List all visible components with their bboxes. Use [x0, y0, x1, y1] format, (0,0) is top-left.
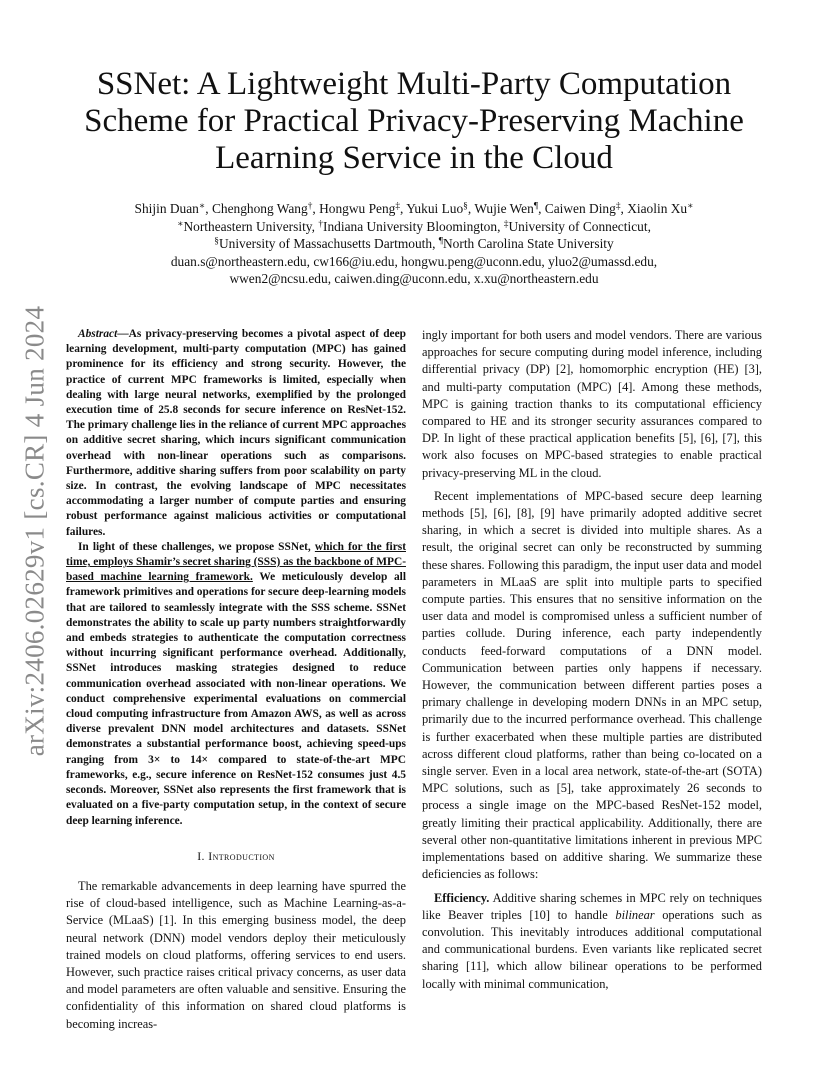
author-mark: ∗	[198, 201, 206, 212]
paper-title	[70, 66, 758, 177]
section-heading-introduction	[66, 848, 406, 865]
section-number: I.	[197, 848, 209, 863]
affiliation-name: University of Massachusetts Dartmouth	[218, 236, 433, 251]
section-title-rest: ntroduction	[212, 848, 275, 863]
affiliation-mark: §	[214, 236, 219, 247]
emails-line-1: duan.s@northeastern.edu, cw166@iu.edu, hongwu.peng@uconn.edu, yluo2@umassd.edu,	[170, 253, 658, 269]
abstract-text-1: —As privacy-preserving becomes a pivotal aspect of deep learning development, multi-party computation (MPC) has gained prominence for its efficiency and strong security. However, the practice of current MPC frameworks is limited, especially when dealing with large neural networks, exemplified by the prolonged execution time of 25.8 seconds for secure inference on ResNet-152. The primary challenge lies in the reliance of current MPC approaches on additive secret sharing, which incurs significant communication overhead with non-linear operations such as comparisons. Furthermore, additive sharing suffers from poor scalability on party size. In contrast, the evolving landscape of MPC necessitates accommodating a larger number of compute parties and ensuring robust performance against malicious activities or computational failures.	[66, 328, 406, 538]
abstract-paragraph-1	[66, 327, 406, 540]
author-mark: ¶	[533, 201, 539, 212]
affiliation-name: Northeastern University	[183, 218, 312, 234]
abstract-paragraph-2	[66, 540, 406, 829]
author-name: Yukui Luo	[406, 201, 464, 216]
arxiv-identifier	[12, 296, 58, 766]
right-column	[422, 327, 762, 993]
section-first-letter: I	[208, 848, 213, 863]
title-line-1: SSNet: A Lightweight Multi-Party Computation	[96, 66, 732, 102]
efficiency-lead: Efficiency.	[434, 890, 490, 905]
affiliations-line-2: §University of Massachusetts Dartmouth, ¶North Carolina State University	[214, 236, 614, 251]
right-paragraph-3-text-a: Additive sharing schemes in MPC rely on techniques like Beaver triples [10] to handle	[422, 890, 762, 922]
title-line-3: Learning Service in the Cloud	[215, 140, 613, 176]
author-name: Xiaolin Xu	[627, 201, 688, 216]
abstract-underlined-text: which for the first time, employs Shamir’s secret sharing (SSS) as the backbone of MPC-based machine learning framework.	[66, 540, 406, 584]
left-column	[66, 327, 406, 1033]
author-mark: §	[463, 201, 468, 212]
affiliation-mark: ¶	[438, 236, 444, 247]
author-names: Shijin Duan∗, Chenghong Wang†, Hongwu Peng‡, Yukui Luo§, Wujie Wen¶, Caiwen Ding‡, Xiaolin Xu∗	[134, 201, 694, 216]
affiliation-mark: ∗	[177, 218, 184, 229]
affiliation-name: North Carolina State University	[443, 236, 614, 251]
author-block	[70, 200, 758, 288]
emails-line-2: wwen2@ncsu.edu, caiwen.ding@uconn.edu, x.xu@northeastern.edu	[229, 271, 599, 286]
abstract-text-2a: In light of these challenges, we propose SSNet,	[78, 540, 315, 553]
author-name: Shijin Duan	[134, 201, 199, 216]
right-paragraph-3-text-b: operations such as convolution. This inevitably introduces additional computational and communicational burdens. Even variants like replicated secret sharing [11], which allow bilinear operations to be performed locally with minimal communication,	[422, 907, 762, 991]
arxiv-identifier-text: arXiv:2406.02629v1 [cs.CR] 4 Jun 2024	[19, 305, 50, 757]
author-mark: ∗	[687, 201, 694, 212]
right-paragraph-3-emphasis: bilinear	[615, 907, 655, 922]
author-mark: ‡	[395, 201, 401, 212]
abstract-label: Abstract	[78, 328, 118, 340]
author-name: Hongwu Peng	[319, 201, 396, 216]
right-paragraph-1: ingly important for both users and model vendors. There are various approaches for secure computing during model inference, including differential privacy (DP) [2], homomorphic encryption (HE) [3], and multi-party computation (MPC) [4]. Among these methods, MPC is gaining traction thanks to its computational efficiency compared to HE and its stronger security assurances compared to DP. In light of these practical application benefits [5], [6], [7], this work also focuses on MPC-based strategies to enable practical privacy-preserving ML in the cloud.	[422, 328, 762, 480]
author-name: Wujie Wen	[474, 201, 534, 216]
right-paragraph-2: Recent implementations of MPC-based secure deep learning methods [5], [6], [8], [9] have primarily adopted additive secret sharing, in which a secret is divided into multiple shares. As a result, the original secret can only be reconstructed by summing these shares. Following this paradigm, the input user data and model parameters in MLaaS are split into multiple parts to specified compute parties. This ensures that no sensitive information on the user data and model is compromised unless a sufficient number of parties collude. During inference, each party independently conducts feed-forward computations of a DNN model. Communication between parties only happens if necessary. However, the communication between different parties poses a primary challenge in developing modern DNNs in an MPC setup, primarily due to the incurred performance overhead. This challenge is further exacerbated when these multiple parties are distributed across different cloud platforms, rather than being co-located on a single server. Even in a local area network, state-of-the-art (SOTA) MPC solutions, such as [5], take approximately 26 seconds to process a single image on the MPC-based ResNet-152 model, greatly limiting their practical applicability. Additionally, there are several other non-quantitative limitations inherent in previous MPC implementations based on additive sharing. We summarize these deficiencies as follows:	[422, 488, 762, 882]
author-name: Chenghong Wang	[211, 201, 308, 216]
affiliations-line-1: ∗Northeastern University, †Indiana University Bloomington, ‡University of Connecticut,	[177, 218, 651, 234]
abstract-text-2b: We meticulously develop all framework primitives and operations for secure deep-learning models that are tailored to seamlessly integrate with the SSS scheme. SSNet demonstrates the ability to scale up party numbers straightforwardly and embeds strategies to authenticate the computation correctness without incurring significant performance overhead. Additionally, SSNet introduces masking strategies designed to reduce communication overhead associated with non-linear operations. We conduct comprehensive experimental evaluations on commercial cloud computing infrastructure from Amazon AWS, as well as across diverse prevalent DNN model architectures and datasets. SSNet demonstrates a substantial performance boost, achieving speed-ups ranging from 3× to 14× compared to state-of-the-art MPC frameworks, e.g., secure inference on ResNet-152 consumes just 4.5 seconds. Moreover, SSNet also represents the first framework that is evaluated on a five-party computation setup, in the context of secure deep learning inference.	[66, 571, 406, 827]
affiliation-mark: †	[318, 218, 324, 229]
author-mark: ‡	[615, 201, 621, 212]
affiliation-name: University of Connecticut	[508, 218, 648, 234]
author-mark: †	[307, 201, 313, 212]
affiliation-name: Indiana University Bloomington	[323, 218, 498, 234]
title-line-2: Scheme for Practical Privacy-Preserving Machine	[84, 103, 744, 139]
author-name: Caiwen Ding	[544, 201, 616, 216]
intro-paragraph-1: The remarkable advancements in deep learning have spurred the rise of cloud-based intelligence, such as Machine Learning-as-a-Service (MLaaS) [1]. In this emerging business model, the deep neural network (DNN) model vendors deploy their meticulously trained models on cloud platforms, offering services to end users. However, such practice raises critical privacy concerns, as user data and model parameters are often valuable and sensitive. Ensuring the confidentiality of this information on shared cloud platforms is becoming increas-	[66, 878, 406, 1031]
right-paragraph-3	[422, 890, 762, 993]
affiliation-mark: ‡	[503, 218, 509, 229]
